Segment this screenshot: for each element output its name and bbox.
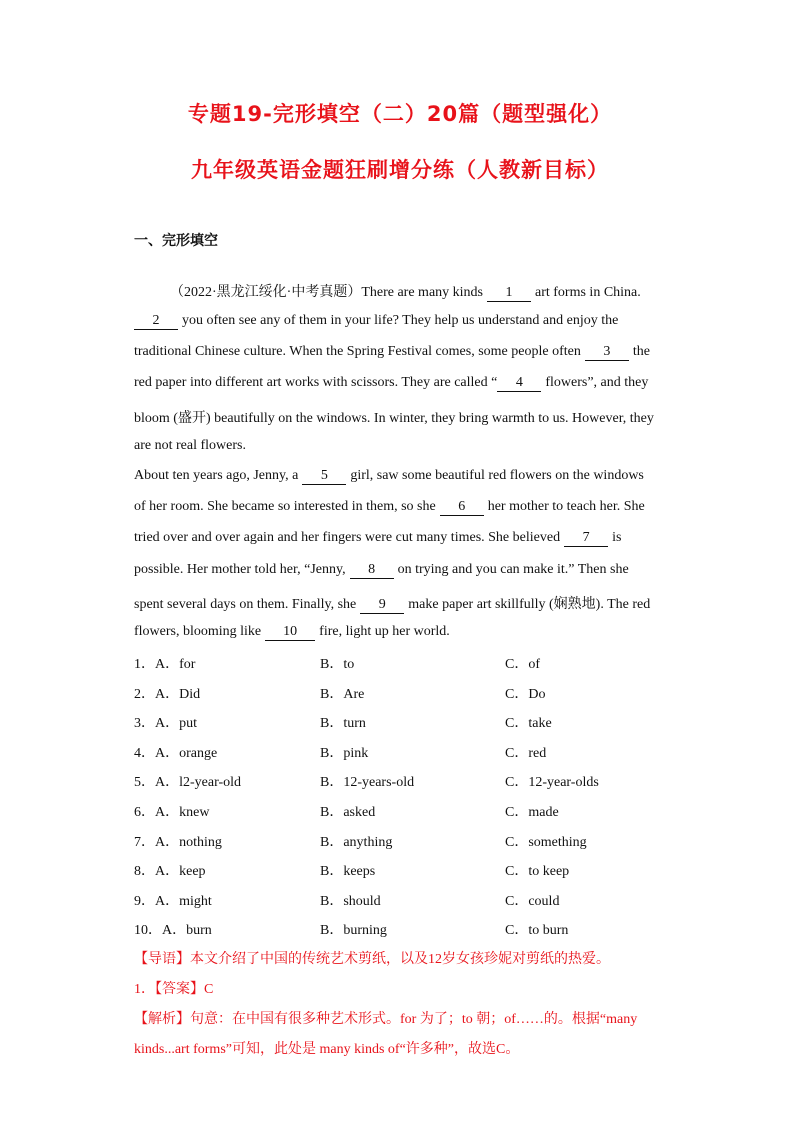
option-a: 4．A．orange xyxy=(134,745,218,761)
blank-7: 7 xyxy=(564,530,608,547)
option-c: C．made xyxy=(505,805,559,820)
option-c: C．could xyxy=(505,893,560,909)
option-c: C．take xyxy=(505,716,552,732)
blank-9: 9 xyxy=(360,597,404,614)
option-b: B．should xyxy=(320,893,381,909)
passage-line: red paper into different art works with scissors. They are called “ 4 flowers”, and they xyxy=(134,375,649,390)
passage-line: possible. Her mother told her, “Jenny, 8 on trying and you can make it.” Then she xyxy=(134,562,629,577)
blank-5: 5 xyxy=(302,468,346,485)
option-a: 6．A．knew xyxy=(134,805,210,820)
passage-line: flowers, blooming like 10 fire, light up her world. xyxy=(134,624,450,639)
passage-line: of her room. She became so interested in them, so she 6 her mother to teach her. She xyxy=(134,499,645,514)
option-b: B．keeps xyxy=(320,864,376,880)
option-a: 9．A．might xyxy=(134,893,212,909)
option-a: 2．A．Did xyxy=(134,686,201,702)
option-c: C．something xyxy=(505,834,587,850)
option-b: B．12-years-old xyxy=(320,775,415,791)
passage-line: About ten years ago, Jenny, a 5 girl, saw some beautiful red flowers on the windows xyxy=(134,468,644,483)
option-a: 1．A．for xyxy=(134,657,196,672)
blank-1: 1 xyxy=(487,285,531,302)
passage-line: spent several days on them. Finally, she 9 make paper art skillfully (娴熟地). The red xyxy=(134,597,651,612)
option-a: 8．A．keep xyxy=(134,864,206,880)
passage-line: traditional Chinese culture. When the Spring Festival comes, some people often 3 the xyxy=(134,344,650,359)
option-a: 7．A．nothing xyxy=(134,834,222,850)
passage-line: tried over and over again and her fingers were cut many times. She believed 7 is xyxy=(134,530,622,545)
page-subtitle: 九年级英语金题狂刷增分练（人教新目标） xyxy=(191,158,609,182)
passage-line: bloom (盛开) beautifully on the windows. In winter, they bring warmth to us. However, they xyxy=(134,411,654,426)
option-b: B．turn xyxy=(320,716,366,732)
option-b: B．burning xyxy=(320,923,387,939)
guide-text: 【导语】本文介绍了中国的传统艺术剪纸，以及12岁女孩珍妮对剪纸的热爱。 xyxy=(134,952,610,967)
answer-text: 1．【答案】C xyxy=(134,982,214,997)
blank-2: 2 xyxy=(134,313,178,330)
section-heading: 一、完形填空 xyxy=(134,233,218,249)
page-title: 专题19-完形填空（二）20篇（题型强化） xyxy=(187,102,613,126)
passage-line: （2022·黑龙江绥化·中考真题）There are many kinds 1 art forms in China. xyxy=(170,285,641,300)
option-b: B．anything xyxy=(320,834,393,850)
option-b: B．asked xyxy=(320,805,376,820)
option-a: 10．A．burn xyxy=(134,923,212,939)
blank-3: 3 xyxy=(585,344,629,361)
option-c: C．red xyxy=(505,745,547,761)
option-b: B．Are xyxy=(320,686,365,702)
option-a: 5．A．l2-year-old xyxy=(134,775,242,791)
option-c: C．Do xyxy=(505,686,546,702)
passage-line: 2 you often see any of them in your life? They help us understand and enjoy the xyxy=(134,313,618,330)
blank-8: 8 xyxy=(350,562,394,579)
analysis-text-cont: kinds...art forms”可知，此处是 many kinds of“许多种”，故选C。 xyxy=(134,1042,520,1057)
blank-10: 10 xyxy=(265,624,315,641)
blank-6: 6 xyxy=(440,499,484,516)
passage-line: are not real flowers. xyxy=(134,438,246,453)
option-b: B．to xyxy=(320,657,355,672)
analysis-text: 【解析】句意：在中国有很多种艺术形式。for 为了；to 朝；of……的。根据“many xyxy=(134,1012,638,1027)
option-b: B．pink xyxy=(320,745,369,761)
blank-4: 4 xyxy=(497,375,541,392)
option-c: C．to keep xyxy=(505,864,570,880)
option-c: C．of xyxy=(505,657,540,672)
option-a: 3．A．put xyxy=(134,716,197,732)
option-c: C．12-year-olds xyxy=(505,775,599,791)
option-c: C．to burn xyxy=(505,923,569,939)
